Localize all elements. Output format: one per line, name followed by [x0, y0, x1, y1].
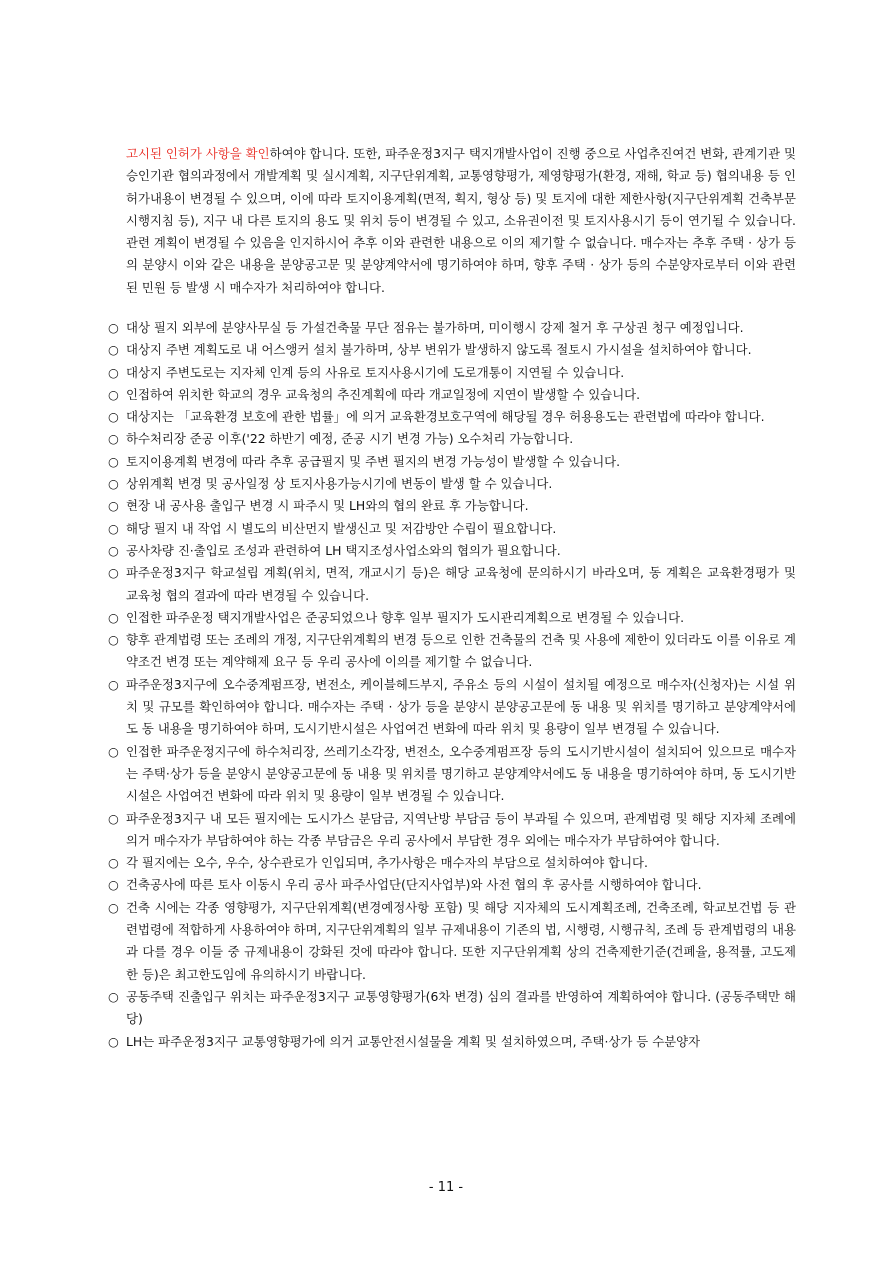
list-item: ○ 토지이용계획 변경에 따라 추후 공급필지 및 주변 필지의 변경 가능성이 발생할 수 있습니다.: [108, 451, 796, 473]
bullet-icon: ○: [108, 877, 119, 893]
bullet-icon: ○: [108, 520, 119, 536]
list-item: ○ 인접하여 위치한 학교의 경우 교육청의 추진계획에 따라 개교일정에 지연이 발생할 수 있습니다.: [108, 384, 796, 406]
list-item: ○ 대상지 주변 계획도로 내 어스앵커 설치 불가하며, 상부 변위가 발생하지 않도록 절토시 가시설을 설치하여야 합니다.: [108, 339, 796, 361]
bullet-icon: ○: [108, 1033, 119, 1049]
list-item: ○ 파주운정3지구 학교설립 계획(위치, 면적, 개교시기 등)은 해당 교육청에 문의하시기 바라오며, 동 계획은 교육환경평가 및 교육청 협의 결과에 따라 변경될 수 있습니다.: [108, 562, 796, 607]
list-item: ○ 공사차량 진·출입로 조성과 관련하여 LH 택지조성사업소와의 협의가 필요합니다.: [108, 540, 796, 562]
list-item: ○ 건축 시에는 각종 영향평가, 지구단위계획(변경예정사항 포함) 및 해당 지자체의 도시계획조례, 건축조례, 학교보건법 등 관련법령에 적합하게 사용하여야 하며, 지구단위계획의 일부 규제내용이 기존의 법, 시행령, 시행규칙, 조례 등 관계법령의 내용과 다를 경우 이들 중 규제내용이 강화된 것에 따라야 합니다. 또한 지구단위계획 상의 건축제한기준(건폐율, 용적률, 고도제한 등)은 최고한도임에 유의하시기 바랍니다.: [108, 897, 796, 986]
intro-text: 하여야 합니다. 또한, 파주운정3지구 택지개발사업이 진행 중으로 사업추진여건 변화, 관계기관 및 승인기관 협의과정에서 개발계획 및 실시계획, 지구단위계획, 교통영향평가, 제영향평가(환경, 재해, 학교 등) 협의내용 등 인허가내용이 변경될 수 있으며, 이에 따라 토지이용계획(면적, 획지, 형상 등) 및 토지에 대한 제한사항(지구단위계획 건축부문시행지침 등), 지구 내 다른 토지의 용도 및 위치 등이 변경될 수 있고, 소유권이전 및 토지사용시기 등이 연기될 수 있습니다. 관련 계획이 변경될 수 있음을 인지하시어 추후 이와 관련한 내용으로 이의 제기할 수 없습니다. 매수자는 추후 주택 · 상가 등의 분양시 이와 같은 내용을 분양공고문 및 분양계약서에 명기하여야 하며, 향후 주택 · 상가 등의 수분양자로부터 이와 관련된 민원 등 발생 시 매수자가 처리하여야 합니다.: [126, 146, 796, 295]
bullet-icon: ○: [108, 542, 119, 558]
list-item: ○ 파주운정3지구에 오수중계펌프장, 변전소, 케이블헤드부지, 주유소 등의 시설이 설치될 예정으로 매수자(신청자)는 시설 위치 및 규모를 확인하여야 합니다. 매수자는 주택 · 상가 등을 분양시 분양공고문에 동 내용 및 위치를 명기하고 분양계약서에도 동 내용을 명기하여야 하며, 도시기반시설은 사업여건 변화에 따라 위치 및 용량이 일부 변경될 수 있습니다.: [108, 674, 796, 741]
highlighted-text: 고시된 인허가 사항을 확인: [126, 146, 270, 161]
bullet-icon: ○: [108, 409, 119, 425]
bullet-icon: ○: [108, 386, 119, 402]
bullet-icon: ○: [108, 498, 119, 514]
bullet-icon: ○: [108, 342, 119, 358]
bullet-icon: ○: [108, 855, 119, 871]
list-item: ○ 향후 관계법령 또는 조례의 개정, 지구단위계획의 변경 등으로 인한 건축물의 건축 및 사용에 제한이 있더라도 이를 이유로 계약조건 변경 또는 계약해제 요구 등 우리 공사에 이의를 제기할 수 없습니다.: [108, 629, 796, 674]
bullet-icon: ○: [108, 453, 119, 469]
intro-paragraph: [126, 143, 796, 299]
list-item: ○ 하수처리장 준공 이후('22 하반기 예정, 준공 시기 변경 가능) 오수처리 가능합니다.: [108, 428, 796, 450]
list-item: ○ LH는 파주운정3지구 교통영향평가에 의거 교통안전시설물을 계획 및 설치하였으며, 주택·상가 등 수분양자: [108, 1031, 796, 1053]
bullet-icon: ○: [108, 320, 119, 335]
list-item: ○ 현장 내 공사용 출입구 변경 시 파주시 및 LH와의 협의 완료 후 가능합니다.: [108, 495, 796, 517]
bullet-icon: ○: [108, 364, 119, 380]
bullet-icon: ○: [108, 899, 119, 915]
bullet-icon: ○: [108, 632, 119, 648]
list-item: ○ 인접한 파주운정지구에 하수처리장, 쓰레기소각장, 변전소, 오수중계펌프장 등의 도시기반시설이 설치되어 있으므로 매수자는 주택·상가 등을 분양시 분양공고문에 동 내용 및 위치를 명기하고 분양계약서에도 동 내용을 명기하여야 하며, 동 도시기반시설은 사업여건 변화에 따라 위치 및 용량이 일부 변경될 수 있습니다.: [108, 741, 796, 808]
list-item: ○ 대상지는 「교육환경 보호에 관한 법률」에 의거 교육환경보호구역에 해당될 경우 허용용도는 관련법에 따라야 합니다.: [108, 406, 796, 428]
list-item: ○ 대상 필지 외부에 분양사무실 등 가설건축물 무단 점유는 불가하며, 미이행시 강제 철거 후 구상권 청구 예정입니다.: [108, 317, 796, 339]
bullet-icon: ○: [108, 565, 119, 581]
bullet-icon: ○: [108, 431, 119, 447]
page-number: - 11 -: [428, 1180, 464, 1195]
bullet-icon: ○: [108, 676, 119, 692]
bullet-icon: ○: [108, 988, 119, 1004]
list-item: ○ 공동주택 진출입구 위치는 파주운정3지구 교통영향평가(6차 변경) 심의 결과를 반영하여 계획하여야 합니다. (공동주택만 해당): [108, 986, 796, 1031]
list-item: ○ 건축공사에 따른 토사 이동시 우리 공사 파주사업단(단지사업부)와 사전 협의 후 공사를 시행하여야 합니다.: [108, 874, 796, 896]
bullet-icon: ○: [108, 810, 119, 826]
notice-list: [108, 317, 796, 1053]
list-item: ○ 각 필지에는 오수, 우수, 상수관로가 인입되며, 추가사항은 매수자의 부담으로 설치하여야 합니다.: [108, 852, 796, 874]
list-item: ○ 인접한 파주운정 택지개발사업은 준공되었으나 향후 일부 필지가 도시관리계획으로 변경될 수 있습니다.: [108, 607, 796, 629]
list-item: ○ 해당 필지 내 작업 시 별도의 비산먼지 발생신고 및 저감방안 수립이 필요합니다.: [108, 518, 796, 540]
bullet-icon: ○: [108, 609, 119, 625]
list-item: ○ 대상지 주변도로는 지자체 인계 등의 사유로 토지사용시기에 도로개통이 지연될 수 있습니다.: [108, 362, 796, 384]
list-item: ○ 파주운정3지구 내 모든 필지에는 도시가스 분담금, 지역난방 부담금 등이 부과될 수 있으며, 관계법령 및 해당 지자체 조례에 의거 매수자가 부담하여야 하는 각종 부담금은 우리 공사에서 부담한 경우 외에는 매수자가 부담하여야 합니다.: [108, 808, 796, 853]
bullet-icon: ○: [108, 743, 119, 759]
bullet-icon: ○: [108, 476, 119, 492]
list-item: ○ 상위계획 변경 및 공사일정 상 토지사용가능시기에 변동이 발생 할 수 있습니다.: [108, 473, 796, 495]
